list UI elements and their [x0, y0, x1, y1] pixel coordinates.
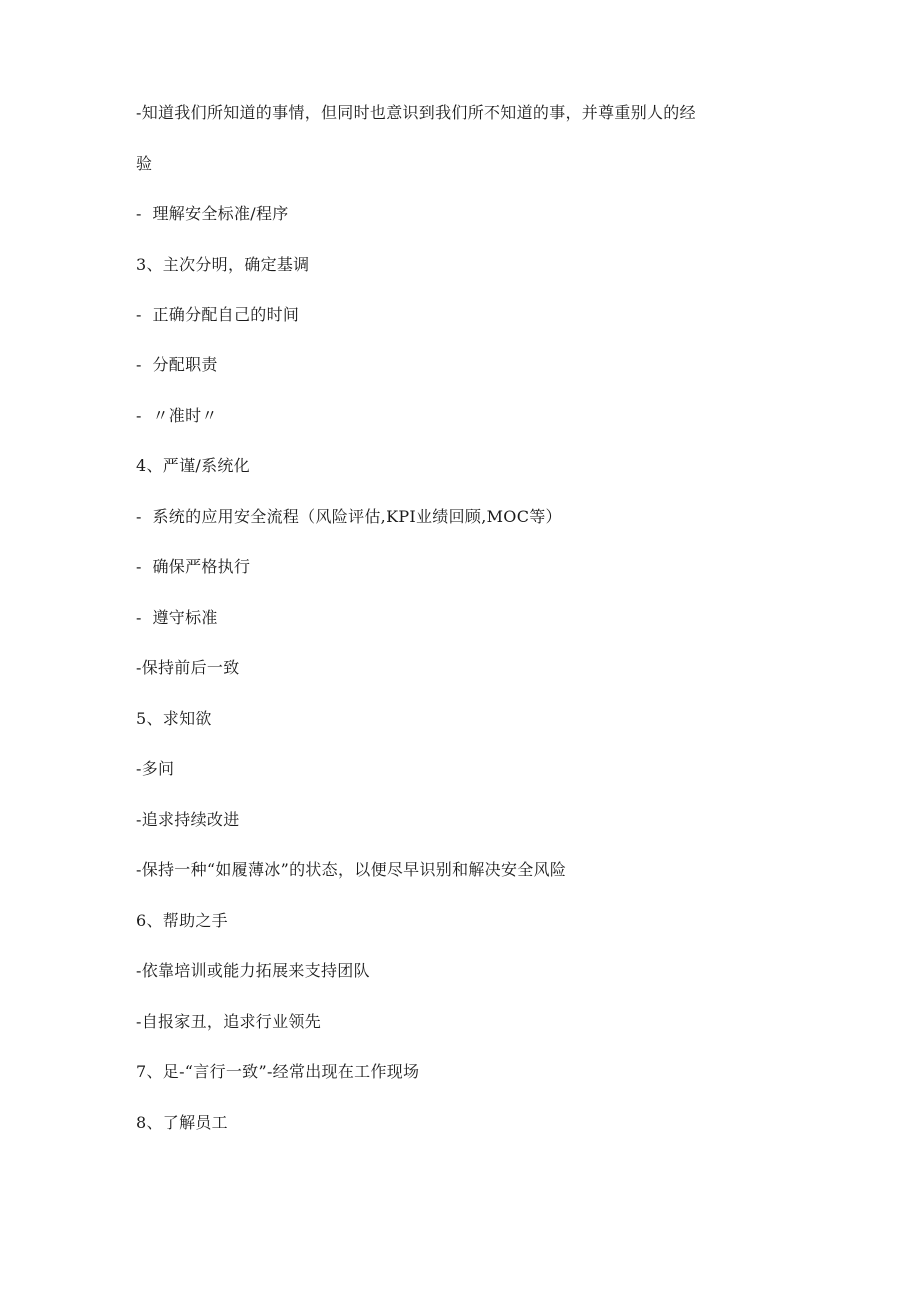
text-line: - 正确分配自己的时间: [136, 305, 300, 324]
text-line: 7、足-“言行一致”-经常出现在工作现场: [136, 1062, 420, 1081]
text-line: 8、了解员工: [136, 1113, 228, 1132]
text-line: -保持一种“如履薄冰”的状态，以便尽早识别和解决安全风险: [136, 860, 567, 879]
text-line: - 系统的应用安全流程（风险评估,KPI业绩回顾,MOC等）: [136, 507, 562, 526]
text-line: -追求持续改进: [136, 810, 240, 829]
text-line: -多问: [136, 759, 175, 778]
text-line: -依靠培训或能力拓展来支持团队: [136, 961, 370, 980]
text-line: - 理解安全标准/程序: [136, 204, 289, 223]
text-line: -自报家丑，追求行业领先: [136, 1012, 322, 1031]
text-line: -保持前后一致: [136, 658, 240, 677]
text-line: - 分配职责: [136, 355, 218, 374]
text-line: 5、求知欲: [136, 709, 212, 728]
text-line: 4、严谨/系统化: [136, 456, 250, 475]
text-line: 3、主次分明，确定基调: [136, 255, 310, 274]
text-line: 验: [136, 154, 153, 173]
text-line: - 确保严格执行: [136, 557, 251, 576]
text-line: 6、帮助之手: [136, 911, 228, 930]
text-line: - 遵守标准: [136, 608, 218, 627]
text-line: -知道我们所知道的事情，但同时也意识到我们所不知道的事，并尊重别人的经: [136, 103, 696, 122]
text-line: - 〃准时〃: [136, 406, 218, 425]
